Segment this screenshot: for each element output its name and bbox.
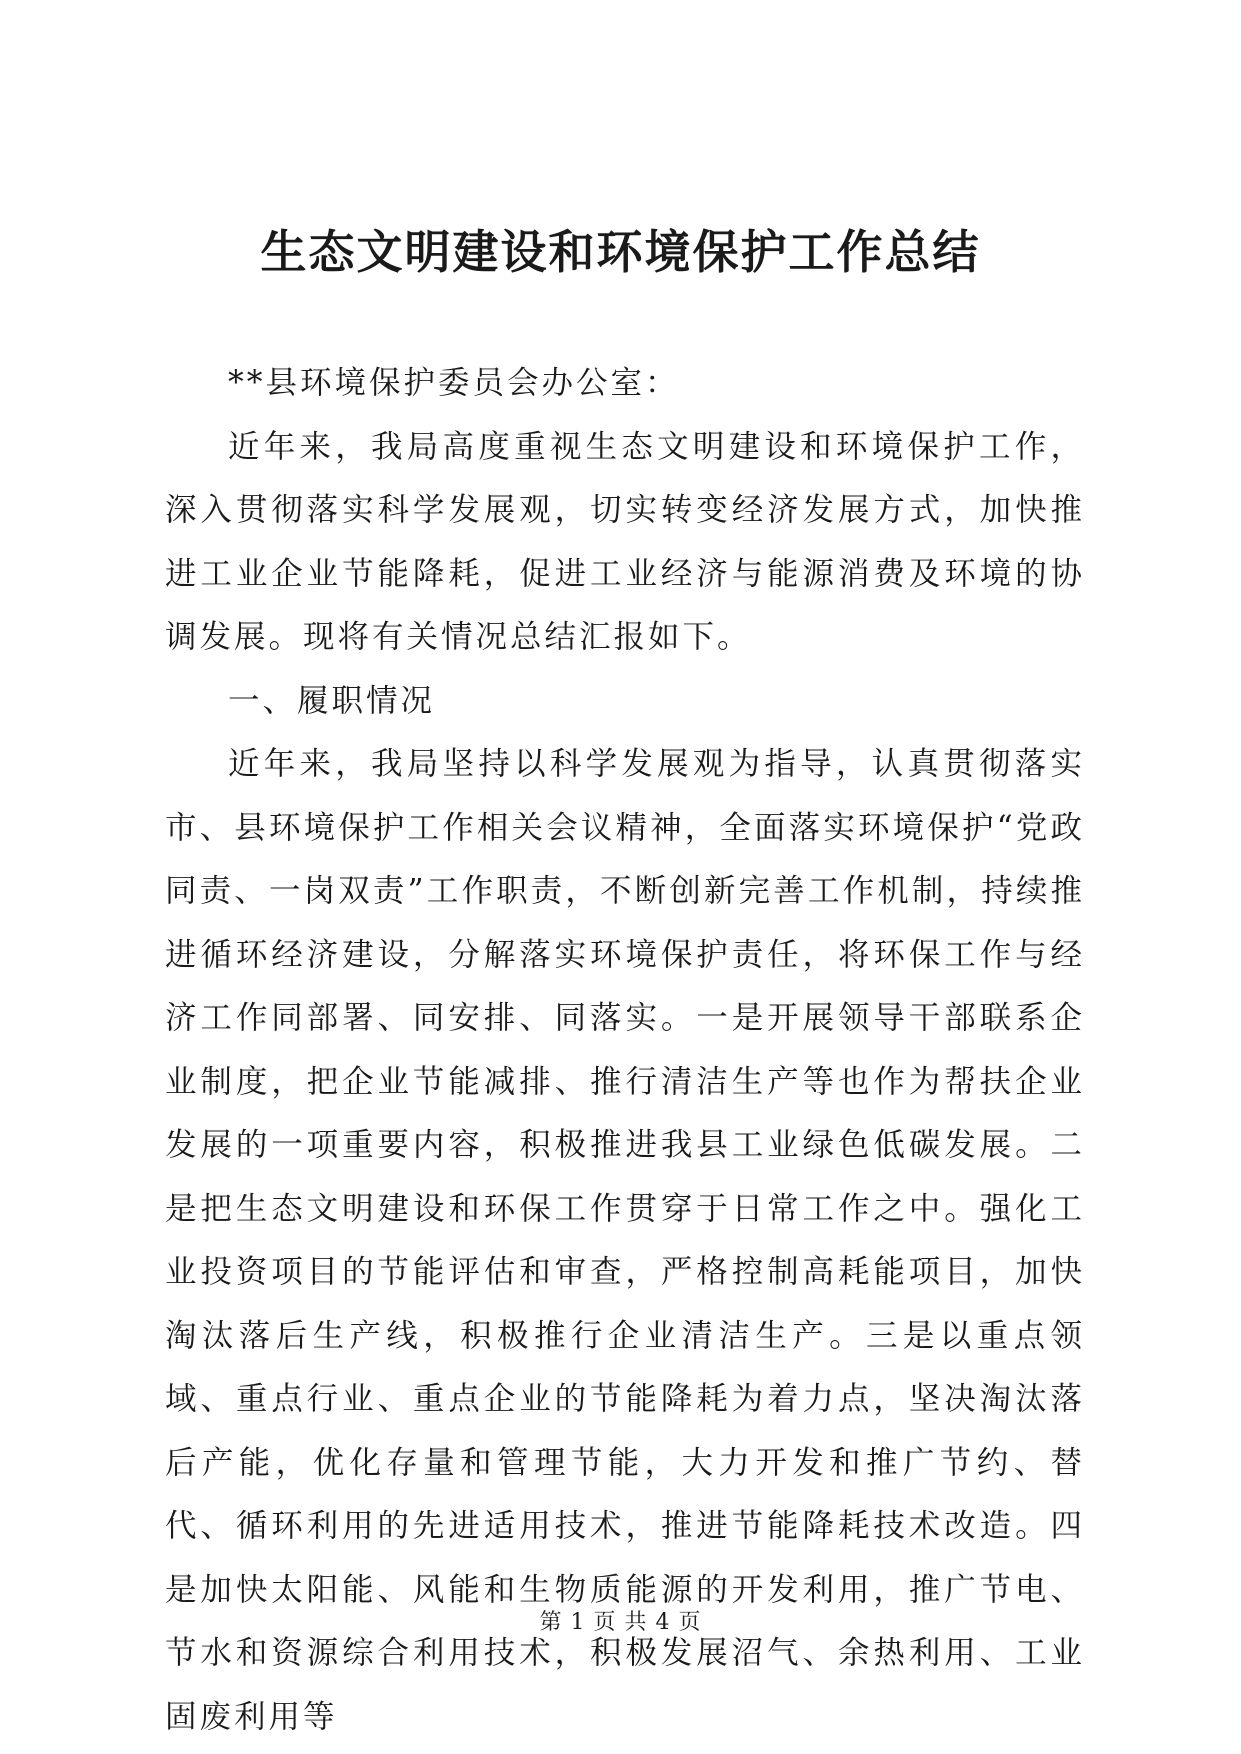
paragraph-performance: 近年来，我局坚持以科学发展观为指导，认真贯彻落实市、县环境保护工作相关会议精神，全面落实环境保护“党政同责、一岗双责”工作职责，不断创新完善工作机制，持续推进循环经济建设，分解落实环境保护责任，将环保工作与经济工作同部署、同安排、同落实。一是开展领导干部联系企业制度，把企业节能减排、推行清洁生产等也作为帮扶企业发展的一项重要内容，积极推进我县工业绿色低碳发展。二是把生态文明建设和环保工作贯穿于日常工作之中。强化工业投资项目的节能评估和审查，严格控制高耗能项目，加快淘汰落后生产线，积极推行企业清洁生产。三是以重点领域、重点行业、重点企业的节能降耗为着力点，坚决淘汰落后产能，优化存量和管理节能，大力开发和推广节约、替代、循环利用的先进适用技术，推进节能降耗技术改造。四是加快太阳能、风能和生物质能源的开发利用，推广节电、节水和资源综合利用技术，积极发展沼气、余热利用、工业固废利用等 (165, 746, 1085, 1735)
paragraph-intro: 近年来，我局高度重视生态文明建设和环境保护工作，深入贯彻落实科学发展观，切实转变经济发展方式，加快推进工业企业节能降耗，促进工业经济与能源消费及环境的协调发展。现将有关情况总结汇报如下。 (165, 428, 1085, 655)
document-body (165, 352, 1085, 1749)
section-heading-1: 一、履职情况 (228, 682, 436, 719)
document-title: 生态文明建设和环境保护工作总结 (260, 225, 981, 279)
paragraph-addressee: **县环境保护委员会办公室： (228, 365, 680, 401)
page-footer: 第 1 页 共 4 页 (539, 1610, 702, 1635)
